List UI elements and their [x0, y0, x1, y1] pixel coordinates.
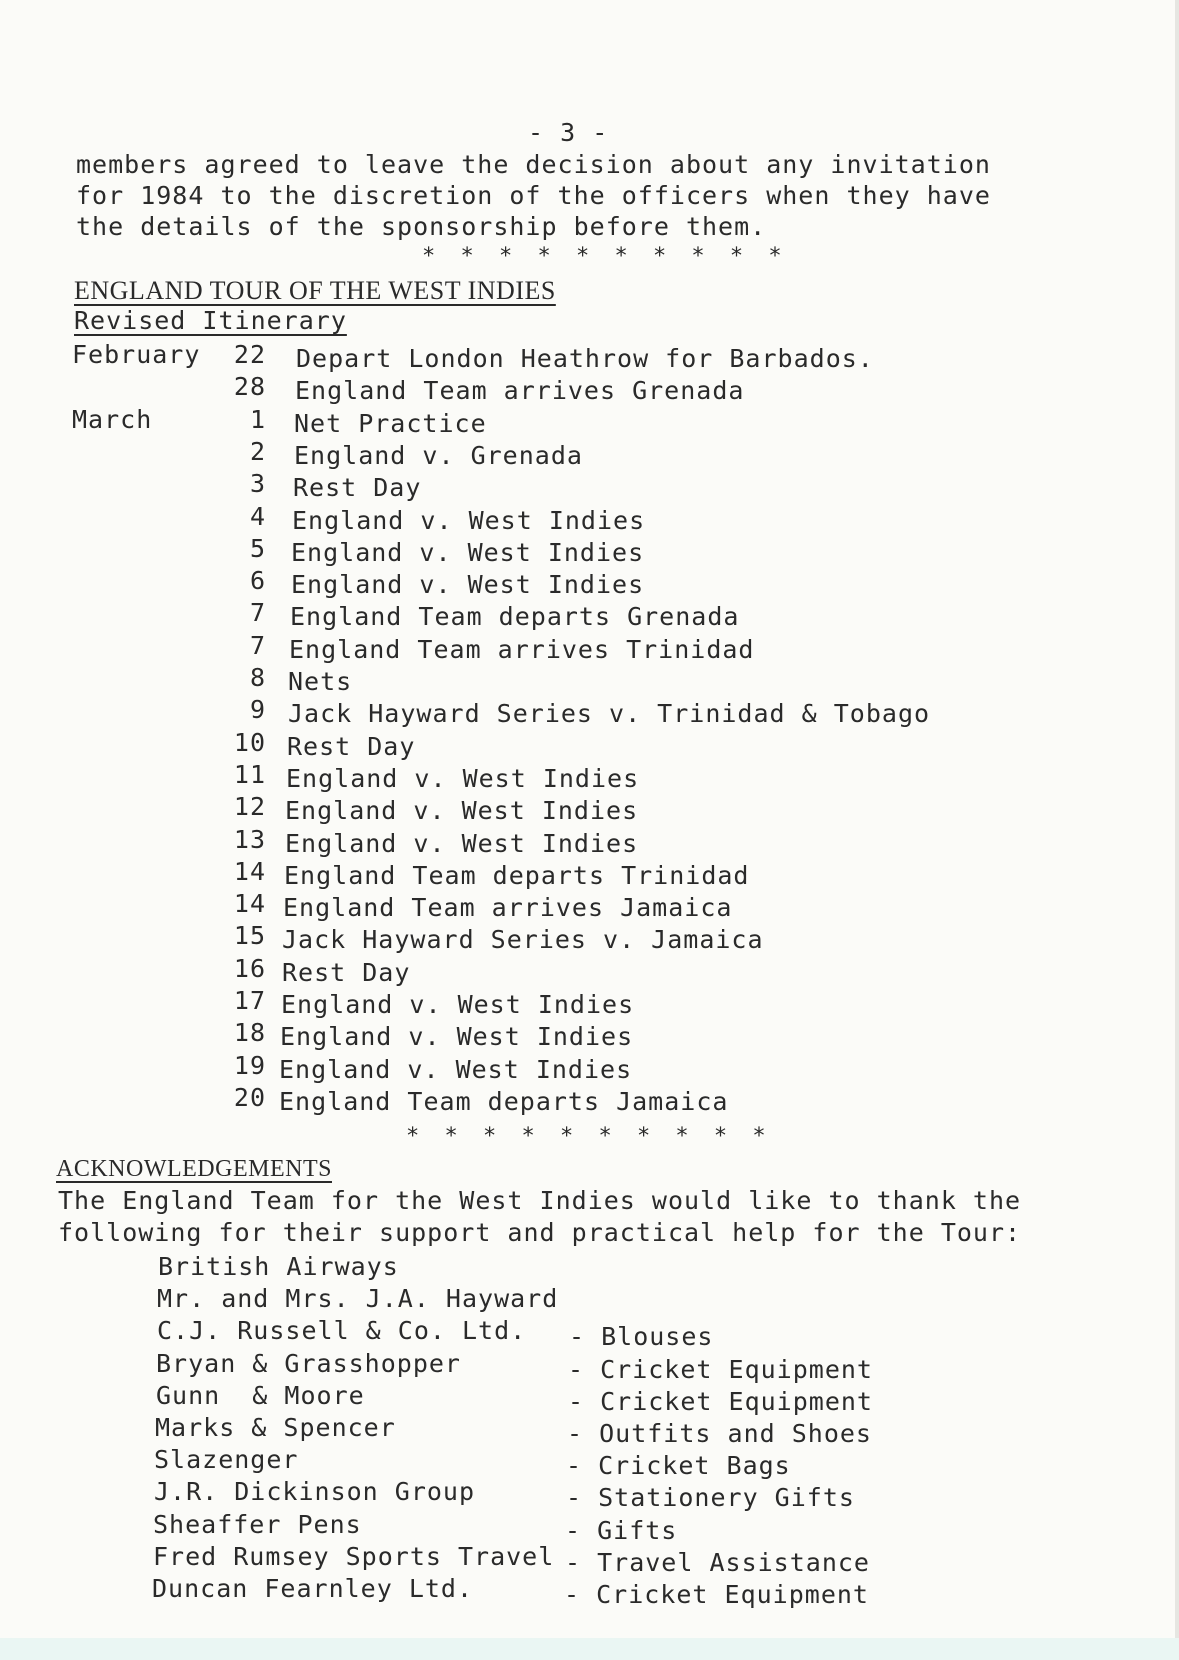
itinerary-day: 17: [233, 986, 266, 1015]
itinerary-event: Nets: [288, 667, 353, 696]
sponsor-name: Duncan Fearnley Ltd.: [152, 1574, 474, 1603]
itinerary-day: 6: [249, 566, 266, 595]
itinerary-subheading: Revised Itinerary: [74, 306, 347, 335]
sponsor-name: Gunn & Moore: [156, 1381, 365, 1410]
acknowledgements-heading: ACKNOWLEDGEMENTS: [56, 1156, 332, 1182]
sponsor-item: - Cricket Bags: [566, 1451, 791, 1480]
sponsor-name: Slazenger: [154, 1445, 299, 1474]
itinerary-day: 18: [233, 1018, 266, 1047]
itinerary-day: 14: [233, 857, 266, 886]
itinerary-month: March: [72, 405, 153, 434]
itinerary-event: Jack Hayward Series v. Trinidad & Tobago: [288, 699, 931, 728]
page-edge-right: [1175, 0, 1179, 1660]
sponsor-item: - Stationery Gifts: [566, 1483, 855, 1512]
itinerary-event: England Team departs Grenada: [290, 602, 740, 631]
intro-line-2: for 1984 to the discretion of the officers when they have: [76, 181, 991, 210]
itinerary-day: 12: [233, 792, 266, 821]
sponsor-name: Marks & Spencer: [155, 1413, 396, 1442]
itinerary-day: 2: [249, 437, 266, 466]
itinerary-event: England Team departs Jamaica: [279, 1087, 729, 1116]
itinerary-day: 15: [233, 921, 266, 950]
itinerary-event: England Team arrives Trinidad: [289, 635, 755, 664]
tour-heading: ENGLAND TOUR OF THE WEST INDIES: [74, 276, 556, 305]
itinerary-day: 19: [233, 1051, 266, 1080]
sponsor-item: - Cricket Equipment: [568, 1387, 873, 1416]
itinerary-day: 7: [249, 598, 266, 627]
sponsor-name: Sheaffer Pens: [153, 1510, 362, 1539]
itinerary-event: Net Practice: [294, 409, 487, 438]
itinerary-day: 14: [233, 889, 266, 918]
sponsor-name: Fred Rumsey Sports Travel: [153, 1542, 555, 1571]
separator-stars-2: * * * * * * * * * *: [406, 1124, 772, 1149]
sponsor-name: Bryan & Grasshopper: [156, 1349, 461, 1378]
page-number: - 3 -: [528, 118, 609, 147]
itinerary-event: England v. West Indies: [279, 1055, 633, 1084]
itinerary-day: 13: [233, 825, 266, 854]
sponsor-name: British Airways: [158, 1252, 399, 1281]
itinerary-event: Depart London Heathrow for Barbados.: [296, 344, 874, 373]
intro-line-1: members agreed to leave the decision about any invitation: [76, 150, 991, 179]
itinerary-day: 10: [233, 728, 266, 757]
itinerary-event: England Team arrives Grenada: [295, 376, 745, 405]
sponsor-name: J.R. Dickinson Group: [154, 1477, 476, 1506]
itinerary-event: England v. West Indies: [280, 1022, 634, 1051]
itinerary-event: Rest Day: [287, 732, 416, 761]
intro-line-3: the details of the sponsorship before them.: [76, 212, 767, 241]
itinerary-day: 28: [233, 372, 266, 401]
itinerary-month: February: [72, 340, 201, 369]
itinerary-day: 1: [249, 405, 266, 434]
itinerary-day: 7: [249, 631, 266, 660]
itinerary-event: England v. West Indies: [291, 570, 645, 599]
itinerary-day: 8: [249, 663, 266, 692]
acknowledgements-intro-2: following for their support and practical help for the Tour:: [58, 1218, 1022, 1247]
itinerary-day: 9: [249, 695, 266, 724]
itinerary-event: Rest Day: [282, 958, 411, 987]
itinerary-event: Rest Day: [293, 473, 422, 502]
sponsor-item: - Cricket Equipment: [564, 1580, 869, 1609]
itinerary-day: 11: [233, 760, 266, 789]
sponsor-item: - Cricket Equipment: [568, 1355, 873, 1384]
itinerary-event: England v. West Indies: [285, 796, 639, 825]
itinerary-event: England Team departs Trinidad: [284, 861, 750, 890]
page-edge-bottom: [0, 1638, 1179, 1660]
separator-stars: * * * * * * * * * *: [422, 244, 788, 269]
itinerary-day: 16: [233, 954, 266, 983]
itinerary-event: England Team arrives Jamaica: [283, 893, 733, 922]
itinerary-event: England v. Grenada: [294, 441, 583, 470]
itinerary-event: England v. West Indies: [291, 538, 645, 567]
itinerary-event: England v. West Indies: [292, 506, 646, 535]
sponsor-item: - Gifts: [565, 1516, 678, 1545]
sponsor-item: - Travel Assistance: [565, 1548, 870, 1577]
itinerary-day: 5: [249, 534, 266, 563]
sponsor-name: Mr. and Mrs. J.A. Hayward: [157, 1284, 559, 1313]
itinerary-day: 20: [233, 1083, 266, 1112]
itinerary-day: 22: [233, 340, 266, 369]
itinerary-event: England v. West Indies: [281, 990, 635, 1019]
sponsor-item: - Blouses: [569, 1322, 714, 1351]
acknowledgements-intro-1: The England Team for the West Indies would like to thank the: [58, 1186, 1022, 1215]
sponsor-name: C.J. Russell & Co. Ltd.: [157, 1316, 527, 1345]
itinerary-event: England v. West Indies: [286, 764, 640, 793]
itinerary-event: England v. West Indies: [285, 829, 639, 858]
itinerary-day: 3: [249, 469, 266, 498]
itinerary-event: Jack Hayward Series v. Jamaica: [282, 925, 764, 954]
itinerary-day: 4: [249, 502, 266, 531]
sponsor-item: - Outfits and Shoes: [567, 1419, 872, 1448]
